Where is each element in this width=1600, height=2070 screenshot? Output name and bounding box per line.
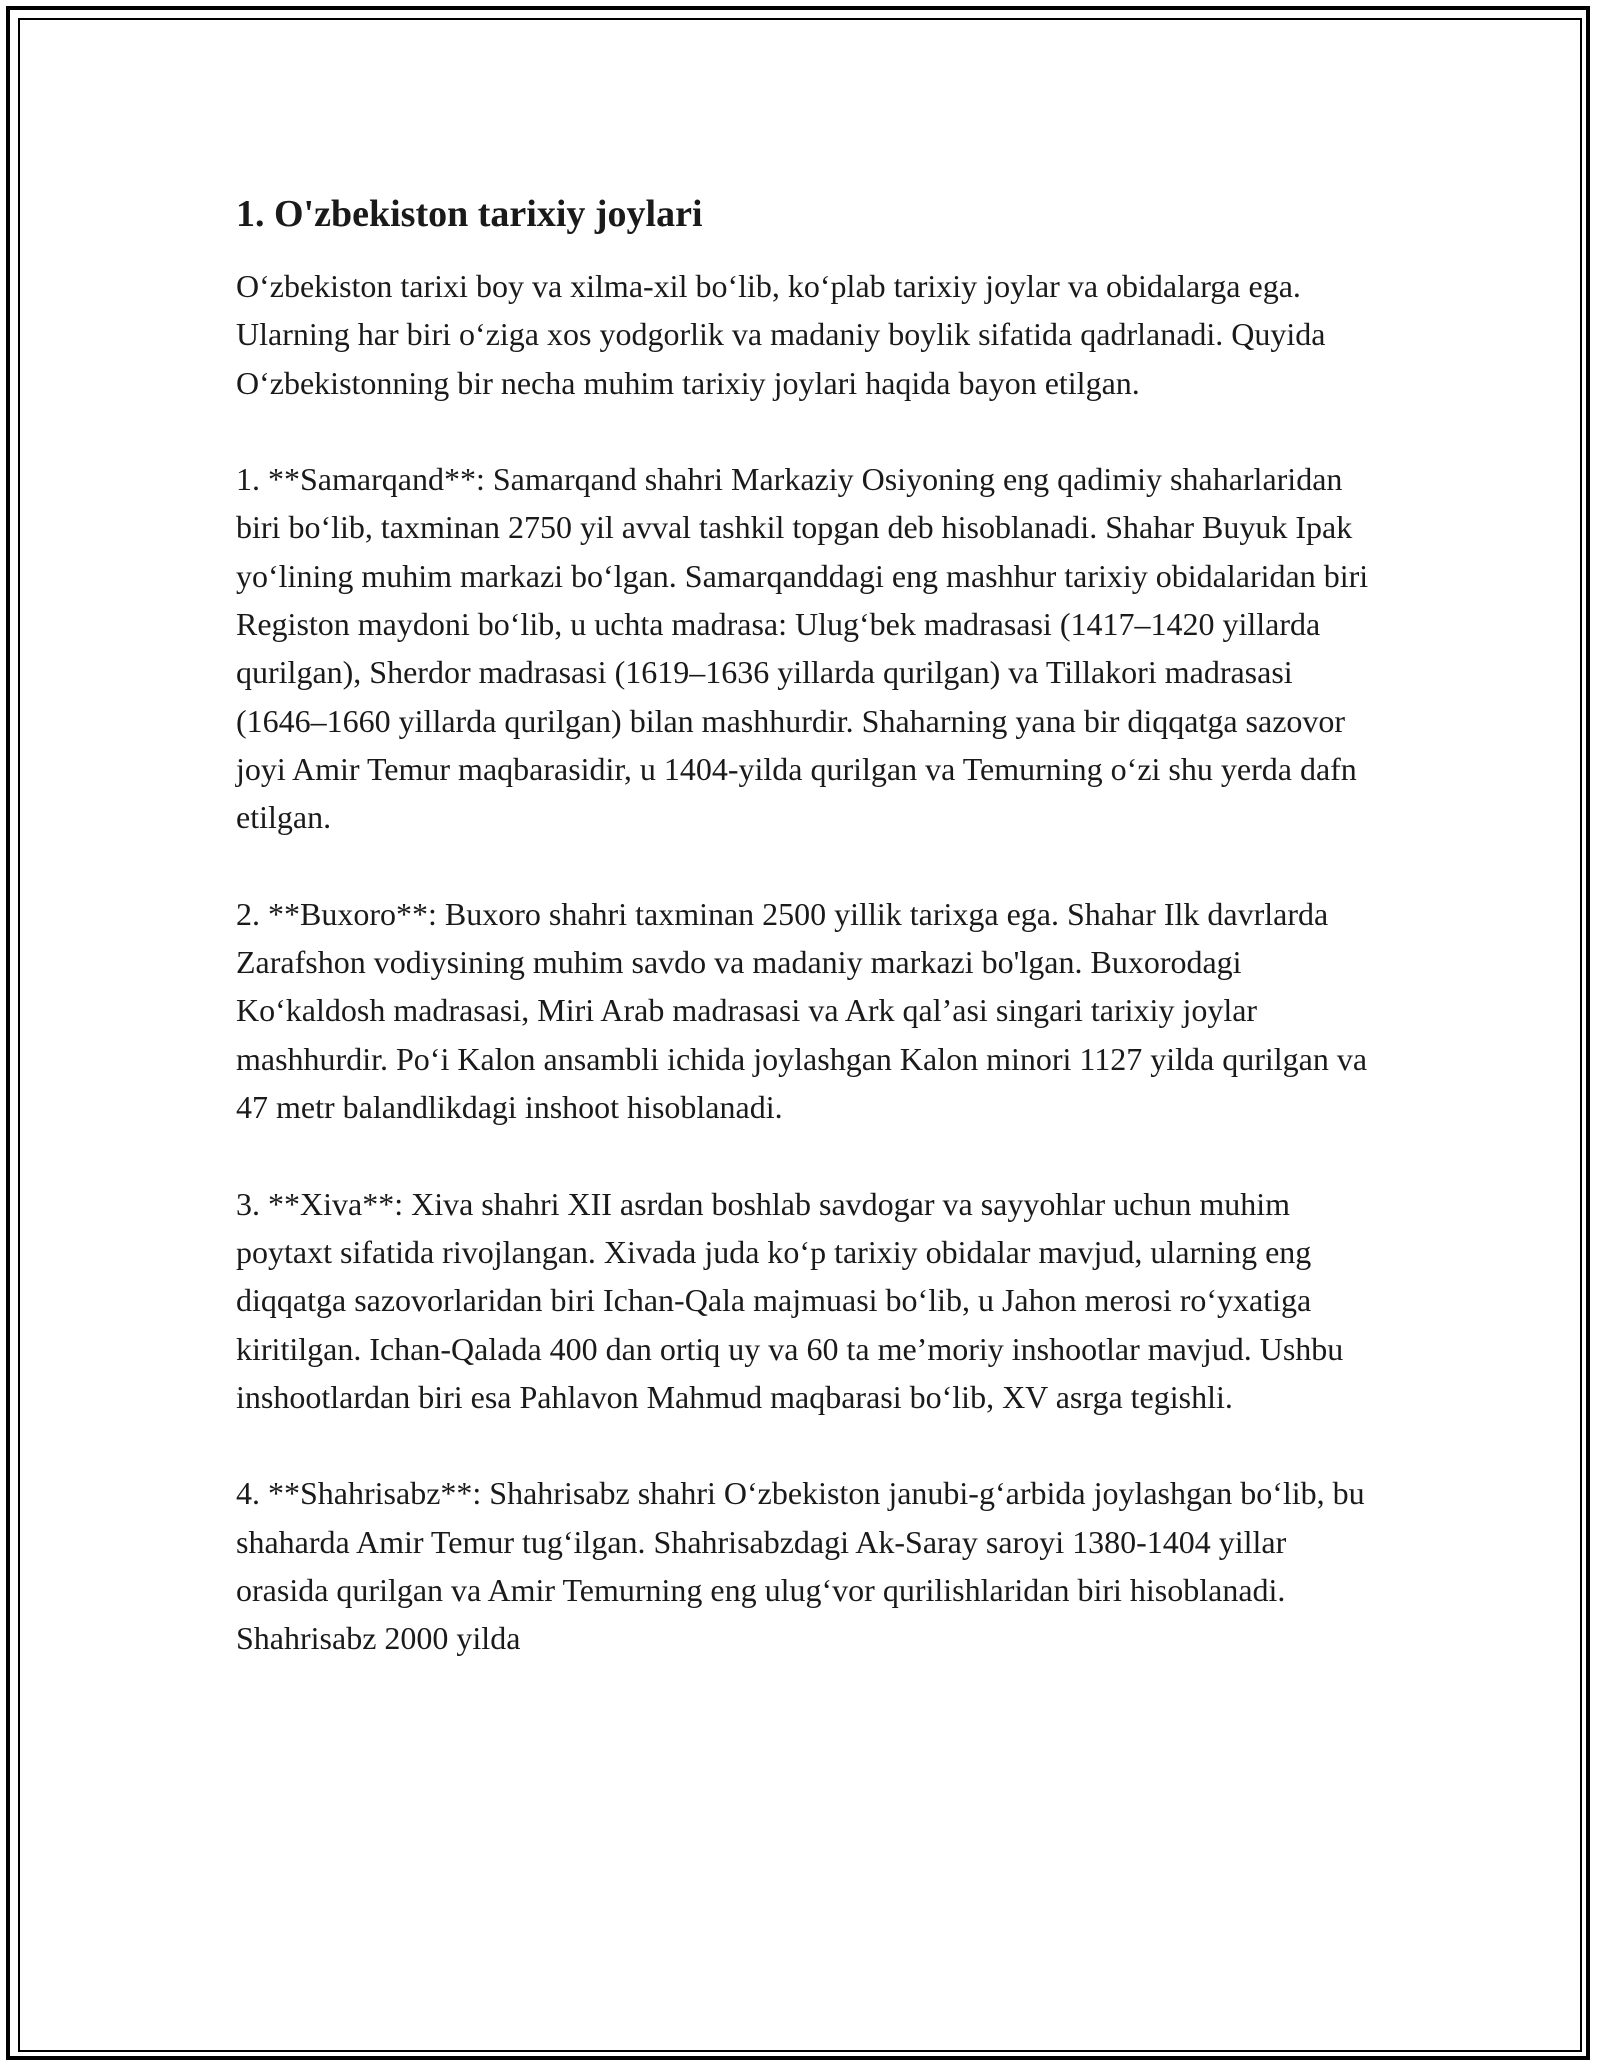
document-title: 1. O'zbekiston tarixiy joylari — [236, 193, 703, 235]
shahrisabz-paragraph: 4. **Shahrisabz**: Shahrisabz shahri O‘zbekiston janubi-g‘arbida joylashgan bo‘lib, bu shaharda Amir Temur tug‘ilgan. Shahrisabzdagi Ak-Saray saroyi 1380-1404 yillar orasida qurilgan va Amir Temurning eng ulug‘vor qurilishlaridan biri hisoblanadi. Shahrisabz 2000 yilda — [236, 1475, 1365, 1657]
intro-paragraph: O‘zbekiston tarixi boy va xilma-xil bo‘lib, ko‘plab tarixiy joylar va obidalarga ega. Ularning har biri o‘ziga xos yodgorlik va madaniy boylik sifatida qadrlanadi. Quyida O‘zbekistonning bir necha muhim tarixiy joylari haqida bayon etilgan. — [236, 268, 1326, 401]
buxoro-paragraph: 2. **Buxoro**: Buxoro shahri taxminan 2500 yillik tarixga ega. Shahar Ilk davrlarda Zarafshon vodiysining muhim savdo va madaniy markazi bo'lgan. Buxorodagi Ko‘kaldosh madrasasi, Miri Arab madrasasi va Ark qal’asi singari tarixiy joylar mashhurdir. Po‘i Kalon ansambli ichida joylashgan Kalon minori 1127 yilda qurilgan va 47 metr balandlikdagi inshoot hisoblanadi. — [236, 895, 1368, 1126]
document-body — [236, 188, 1376, 1663]
samarqand-paragraph: 1. **Samarqand**: Samarqand shahri Markaziy Osiyoning eng qadimiy shaharlaridan biri bo‘lib, taxminan 2750 yil avval tashkil topgan deb hisoblanadi. Shahar Buyuk Ipak yo‘lining muhim markazi bo‘lgan. Samarqanddagi eng mashhur tarixiy obidalaridan biri Registon maydoni bo‘lib, u uchta madrasa: Ulug‘bek madrasasi (1417–1420 yillarda qurilgan), Sherdor madrasasi (1619–1636 yillarda qurilgan) va Tillakori madrasasi (1646–1660 yillarda qurilgan) bilan mashhurdir. Shaharning yana bir diqqatga sazovor joyi Amir Temur maqbarasidir, u 1404-yilda qurilgan va Temurning o‘zi shu yerda dafn etilgan. — [236, 461, 1369, 836]
xiva-paragraph: 3. **Xiva**: Xiva shahri XII asrdan boshlab savdogar va sayyohlar uchun muhim poytaxt sifatida rivojlangan. Xivada juda ko‘p tarixiy obidalar mavjud, ularning eng diqqatga sazovorlaridan biri Ichan-Qala majmuasi bo‘lib, u Jahon merosi ro‘yxatiga kiritilgan. Ichan-Qalada 400 dan ortiq uy va 60 ta me’moriy inshootlar mavjud. Ushbu inshootlardan biri esa Pahlavon Mahmud maqbarasi bo‘lib, XV asrga tegishli. — [236, 1185, 1344, 1415]
